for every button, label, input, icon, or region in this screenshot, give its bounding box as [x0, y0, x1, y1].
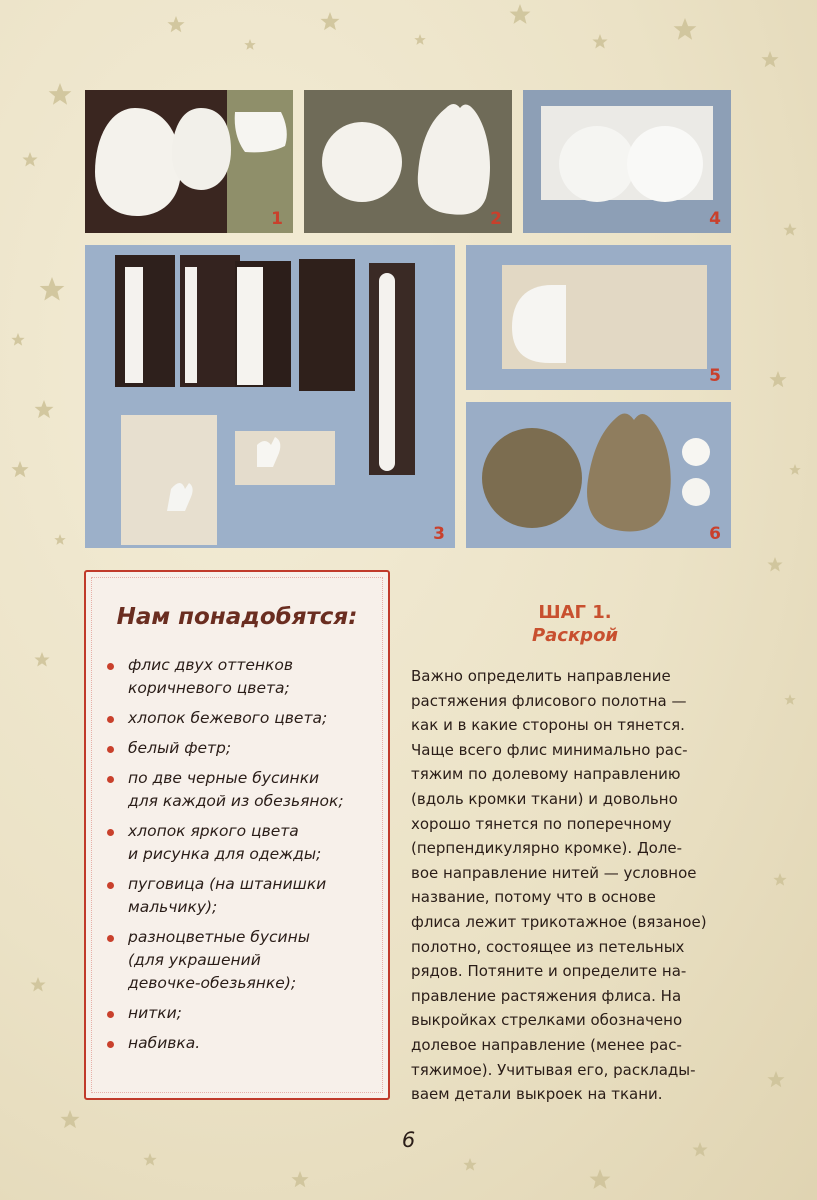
photo-1: [85, 90, 293, 233]
bullet-icon: [107, 829, 114, 836]
list-item: хлопок бежевого цвета;: [106, 707, 374, 730]
text-line: вое направление нитей — условное: [411, 863, 697, 882]
felt-cutouts-image: [304, 90, 512, 233]
text-line: тяжимое). Учитывая его, расклады-: [411, 1060, 696, 1079]
photo-number: 4: [709, 209, 721, 229]
text-line: правление растяжения флиса. На: [411, 986, 682, 1005]
bullet-icon: [107, 716, 114, 723]
text-line: (вдоль кромки ткани) и довольно: [411, 789, 678, 808]
materials-box: [84, 570, 390, 1100]
page-number: 6: [401, 1128, 416, 1152]
photo-6: [466, 402, 731, 548]
text-line: как и в какие стороны он тянется.: [411, 716, 685, 735]
step-body: [411, 664, 737, 1107]
photo-number: 3: [433, 524, 445, 544]
bullet-icon: [107, 1011, 114, 1018]
step-title: ШАГ 1.: [538, 602, 612, 623]
photo-4: [523, 90, 731, 233]
photo-number: 2: [490, 209, 502, 229]
photo-number: 1: [271, 209, 283, 229]
bullet-icon: [107, 935, 114, 942]
materials-list: [106, 654, 374, 1062]
list-item: разноцветные бусины (для украшений девочке-обезьянке);: [106, 926, 374, 995]
list-item: пуговица (на штанишки мальчику);: [106, 873, 374, 919]
list-item: хлопок яркого цвета и рисунка для одежды;: [106, 820, 374, 866]
bullet-icon: [107, 746, 114, 753]
text-line: название, потому что в основе: [411, 888, 656, 907]
text-line: Важно определить направление: [411, 667, 671, 685]
felt-cutouts-image: [85, 90, 293, 233]
text-line: рядов. Потяните и определите на-: [411, 962, 687, 981]
bullet-icon: [107, 882, 114, 889]
list-item: флис двух оттенков коричневого цвета;: [106, 654, 374, 700]
list-item: по две черные бусинки для каждой из обезьянок;: [106, 767, 374, 813]
fabric-pieces-image: [85, 245, 455, 548]
text-line: хорошо тянется по поперечному: [411, 814, 672, 833]
text-line: флиса лежит трикотажное (вязаное): [411, 912, 707, 931]
bullet-icon: [107, 663, 114, 670]
photo-number: 5: [709, 366, 721, 386]
text-line: полотно, состоящее из петельных: [411, 937, 685, 956]
fleece-pieces-image: [466, 402, 731, 548]
bullet-icon: [107, 776, 114, 783]
text-line: (перпендикулярно кромке). Доле-: [411, 839, 683, 858]
list-item: набивка.: [106, 1032, 374, 1055]
photo-2: [304, 90, 512, 233]
materials-title: Нам понадобятся:: [116, 604, 358, 630]
list-item: нитки;: [106, 1002, 374, 1025]
text-line: ваем детали выкроек на ткани.: [411, 1085, 663, 1104]
text-line: тяжим по долевому направлению: [411, 765, 681, 784]
step-subtitle: Раскрой: [531, 625, 619, 646]
text-line: долевое направление (менее рас-: [411, 1035, 682, 1054]
photo-5: [466, 245, 731, 390]
fabric-pieces-image: [466, 245, 731, 390]
list-item: белый фетр;: [106, 737, 374, 760]
photo-number: 6: [709, 524, 721, 544]
text-line: выкройках стрелками обозначено: [411, 1011, 683, 1030]
bullet-icon: [107, 1041, 114, 1048]
text-line: растяжения флисового полотна —: [411, 691, 687, 710]
text-line: Чаще всего флис минимально рас-: [411, 740, 688, 759]
felt-cutouts-image: [523, 90, 731, 233]
photo-3: [85, 245, 455, 548]
